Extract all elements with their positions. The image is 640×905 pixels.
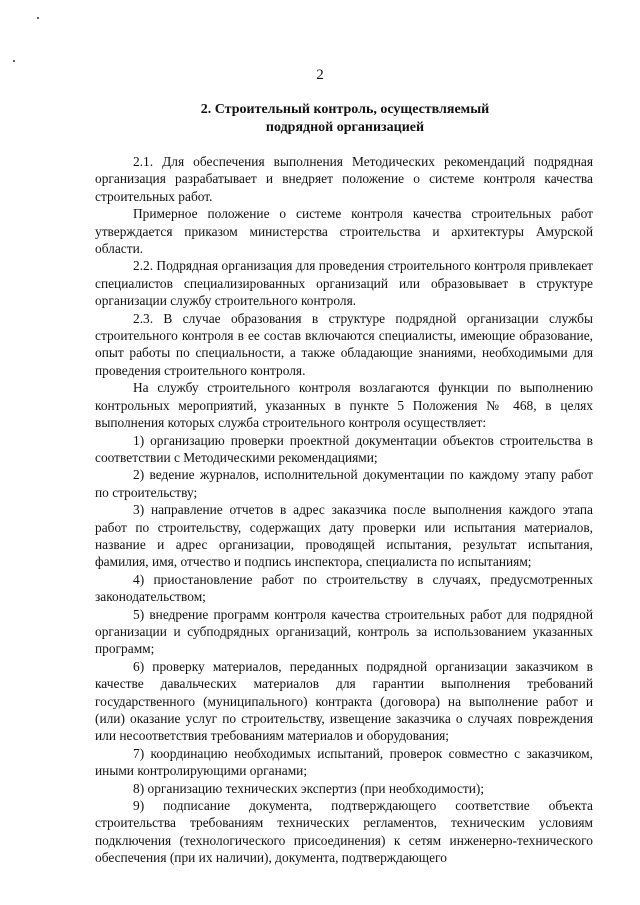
paragraph: Примерное положение о системе контроля качества строительных работ утверждается приказом министерства строительства и архитектуры Амурской области. [95,206,593,257]
page-number: 2 [316,67,324,83]
list-item: 2) ведение журналов, исполнительной документации по каждому этапу работ по строительству; [95,467,593,500]
list-item: 9) подписание документа, подтверждающего соответствие объекта строительства требованиям технических регламентов, техническим условиям подключения (технологического присоединения) к сетям инженерно-технического обеспечения (при их наличии), документа, подтверждающего [95,798,593,866]
paragraph: 2.2. Подрядная организация для проведения строительного контроля привлекает специалистов специализированных организаций или образовывает в структуре организации службу строительного контроля. [95,258,594,309]
list-item: 3) направление отчетов в адрес заказчика после выполнения каждого этапа работ по строительству, содержащих дату проверки или испытания материалов, название и адрес организации, проводящей испытания, результат испытания, фамилия, имя, отчество и подпись инспектора, специалиста по испытаниям; [95,502,593,570]
list-item: 4) приостановление работ по строительству в случаях, предусмотренных законодательством; [95,571,593,605]
list-item: 5) внедрение программ контроля качества строительных работ для подрядной организации и субподрядных организаций, контроль за использованием указанных программ; [95,606,593,657]
scan-speck [37,17,39,19]
list-item: 8) организацию технических экспертиз (при необходимости); [133,780,485,796]
body-text [95,153,593,867]
paragraph: 2.3. В случае образования в структуре подрядной организации службы строительного контроля в ее состав включаются специалисты, имеющие образование, опыт работы по специальности, а также обладающие знаниями, необходимыми для проведения строительного контроля. [95,310,593,378]
section-heading-line: подрядной организацией [265,120,425,135]
scan-speck [13,60,15,62]
list-item: 1) организацию проверки проектной документации объектов строительства в соответствии с Методическими рекомендациями; [95,432,593,465]
section-heading-line: 2. Строительный контроль, осуществляемый [200,102,490,117]
paragraph: 2.1. Для обеспечения выполнения Методических рекомендаций подрядная организация разрабатывает и внедряет положение о системе контроля качества строительных работ. [95,154,593,204]
list-item: 6) проверку материалов, переданных подрядной организации заказчиком в качестве давальческих материалов для гарантии выполнения требований государственного (муниципального) контракта (договора) на выполнение работ и (или) оказание услуг по строительству, извещение заказчика о случаях повреждения или несоответствия требованиям материалов и оборудования; [95,658,593,744]
list-item: 7) координацию необходимых испытаний, проверок совместно с заказчиком, иными контролирующими органами; [95,745,593,779]
paragraph: На службу строительного контроля возлагаются функции по выполнению контрольных мероприятий, указанных в пункте 5 Положения № 468, в целях выполнения которых служба строительного контроля осуществляет: [95,380,593,431]
section-heading [90,101,600,137]
